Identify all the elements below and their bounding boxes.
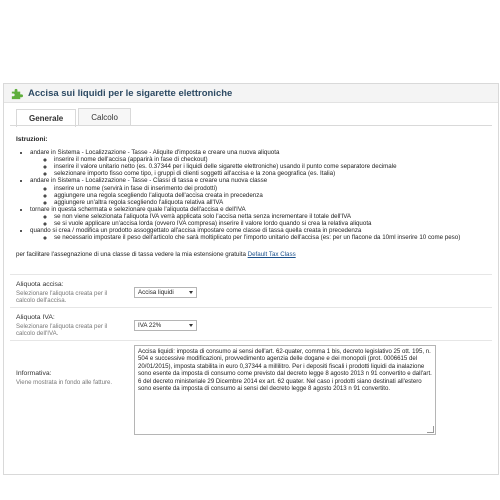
instruction-item: • quando si crea / modifica un prodotto assoggettato all'accisa impostare come classe di tassa quella creata in precedenza ◦ se necessario impostare il peso dell'articolo che sarà moltiplicato per l'importo unitario dell'accisa (es: per un flacone da 10ml inserire 10 come peso) [30, 227, 488, 241]
informativa-label: Informativa: [16, 370, 52, 377]
instruction-subitem: ◦ aggiungere una regola scegliendo l'aliquota dell'accisa creata in precedenza [54, 192, 488, 199]
aliquota-accisa-label: Aliquota accisa: [16, 281, 64, 288]
instruction-subitem: ◦ aggiungere un'altra regola scegliendo l'aliquota relativa all'IVA [54, 199, 488, 206]
tab-generale[interactable]: Generale [16, 109, 76, 127]
instruction-subitem: ◦ inserire un nome (servirà in fase di inserimento dei prodotti) [54, 185, 488, 192]
instruction-subitem: ◦ se si vuole applicare un'accisa lorda (ovvero IVA compresa) inserire il valore lordo quando si crea la relativa aliquota [54, 220, 488, 227]
aliquota-accisa-help: Selezionare l'aliquota creata per il calcolo dell'accisa. [16, 290, 108, 305]
extension-note: per facilitare l'assegnazione di una classe di tassa vedere la mia estensione gratuita Default Tax Class [16, 251, 296, 259]
instructions-list [16, 149, 488, 241]
default-tax-class-link[interactable]: Default Tax Class [247, 251, 296, 259]
aliquota-accisa-select[interactable]: Accisa liquidi [134, 287, 197, 298]
instruction-subitem: ◦ inserire il nome dell'accisa (apparirà in fase di checkout) [54, 156, 488, 163]
aliquota-iva-label: Aliquota IVA: [16, 314, 55, 321]
tab-bar [16, 108, 133, 126]
resize-handle[interactable] [427, 426, 434, 433]
informativa-help: Viene mostrata in fondo alle fatture. [16, 379, 113, 386]
instruction-subitem: ◦ se necessario impostare il peso dell'articolo che sarà moltiplicato per l'importo unitario dell'accisa (es: per un flacone da 10ml inserire 10 come peso) [54, 234, 488, 241]
instruction-subitem: ◦ inserire il valore unitario netto (es. 0.37344 per i liquidi delle sigarette elettroniche) usando il punto come separatore decimale [54, 163, 488, 170]
chevron-down-icon [189, 291, 193, 294]
instruction-item: • andare in Sistema - Localizzazione - Tasse - Aliquite d'imposta e creare una nuova aliquota ◦ inserire il nome dell'accisa (apparirà in fase di checkout) ◦ inserire il valore unitario netto (es. 0.37344 per i liquidi delle sigarette elettroniche) usando il punto come separatore decimale ◦ selezionare importo fisso come tipo, i gruppi di clienti soggetti all'accisa e la zona geografica (es. Italia) [30, 149, 488, 177]
puzzle-piece-icon [10, 87, 23, 100]
tab-calcolo[interactable]: Calcolo [78, 108, 131, 126]
field-divider [10, 274, 492, 275]
chevron-down-icon [189, 324, 193, 327]
module-panel [3, 83, 499, 475]
instruction-item: • andare in Sistema - Localizzazione - Tasse - Classi di tassa e creare una nuova classe ◦ inserire un nome (servirà in fase di inserimento dei prodotti) ◦ aggiungere una regola scegliendo l'aliquota dell'accisa creata in precedenza ◦ aggiungere un'altra regola scegliendo l'aliquota relativa all'IVA [30, 177, 488, 205]
page-title: Accisa sui liquidi per le sigarette elettroniche [28, 87, 233, 99]
instruction-subitem: ◦ se non viene selezionata l'aliquota IVA verrà applicata solo l'accisa netta senza incrementare il totale dell'IVA [54, 213, 488, 220]
instructions-section [16, 136, 488, 258]
panel-header [4, 84, 498, 103]
instruction-subitem: ◦ selezionare importo fisso come tipo, i gruppi di clienti soggetti all'accisa e la zona geografica (es. Italia) [54, 170, 488, 177]
field-divider [10, 307, 492, 308]
tab-divider [10, 125, 492, 126]
aliquota-iva-help: Selezionare l'aliquota creata per il calcolo dell'IVA. [16, 323, 108, 338]
instructions-title: Istruzioni: [16, 136, 48, 143]
aliquota-iva-select[interactable]: IVA 22% [134, 320, 197, 331]
informativa-textarea[interactable]: Accisa liquidi: imposta di consumo ai sensi dell'art. 62-quater, comma 1 bis, decreto legislativo 25 ott. 195, n. 504 e successive modificazioni, provvedimento agenzia delle dogane e dei monopoli (prot. 0006615 del 20/01/2015), imposta stabilita in euro 0,37344 a millilitro. Per i depositi fiscali i prodotti liquidi da inalazione sono esente da imposta di consumo come previsto dal decreto legge 8 agosto 2013 n 91 convertito e dall'art. 6 del decreto ministeriale 29 Dicembre 2014 ex art. 62 quater. Nel caso i prodotti siano destinati all'estero sono esente da imposta di consumo ai sensi del decreto legge 8 agosto 2013 n 91 convertito. [134, 345, 436, 435]
field-divider [10, 340, 492, 341]
instruction-item: • tornare in questa schermata e selezionare quale l'aliquota dell'accisa e dell'IVA ◦ se non viene selezionata l'aliquota IVA verrà applicata solo l'accisa netta senza incrementare il totale dell'IVA ◦ se si vuole applicare un'accisa lorda (ovvero IVA compresa) inserire il valore lordo quando si crea la relativa aliquota [30, 206, 488, 227]
